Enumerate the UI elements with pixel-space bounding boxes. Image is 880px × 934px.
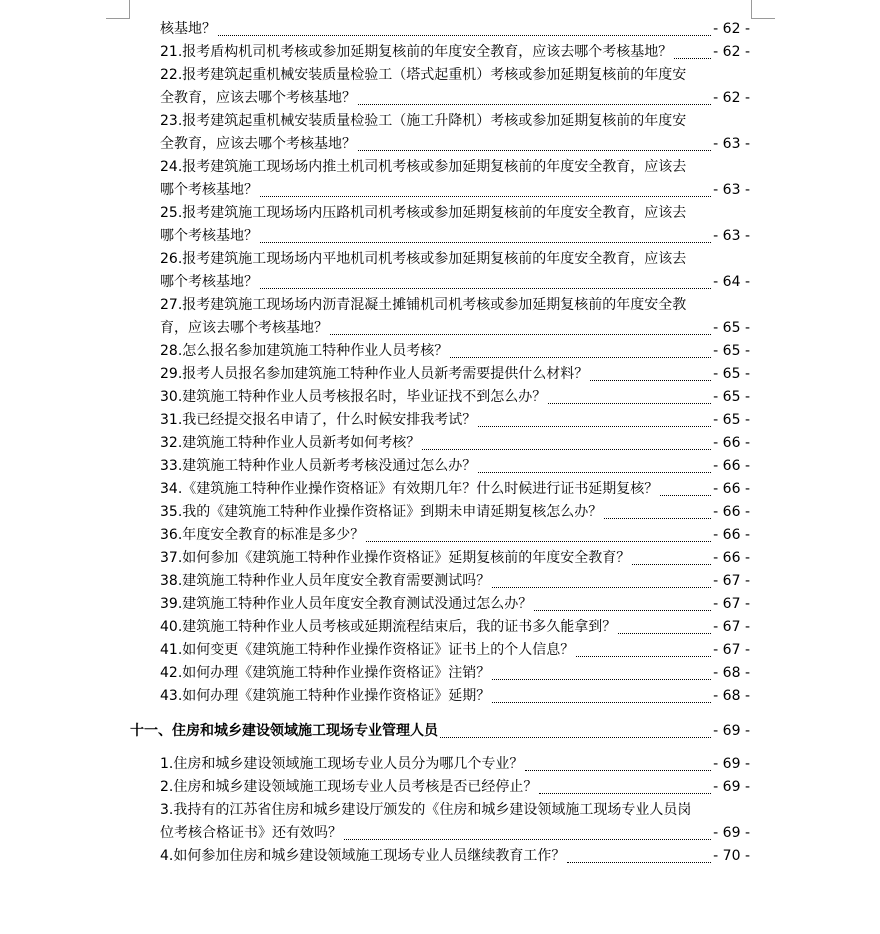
- toc-entry[interactable]: [160, 248, 750, 294]
- toc-entry-text: 39.建筑施工特种作业人员年度安全教育测试没通过怎么办？: [160, 596, 533, 612]
- dot-leader: [618, 632, 711, 634]
- toc-entry[interactable]: [160, 593, 750, 616]
- toc-entry[interactable]: [160, 363, 750, 386]
- toc-entry-text: 37.如何参加《建筑施工特种作业操作资格证》延期复核前的年度安全教育？: [160, 550, 631, 566]
- toc-entry-text-line: 26.报考建筑施工现场场内平地机司机考核或参加延期复核前的年度安全教育，应该去: [160, 251, 687, 267]
- toc-entry-text: 哪个考核基地？: [160, 274, 258, 290]
- toc-entry-text: 位考核合格证书》还有效吗？: [160, 825, 342, 841]
- table-of-contents: [0, 18, 880, 868]
- dot-leader: [632, 563, 711, 565]
- toc-page-number: - 67 -: [713, 573, 750, 589]
- toc-entry-text: 哪个考核基地？: [160, 182, 258, 198]
- dot-leader: [478, 471, 711, 473]
- dot-leader: [260, 241, 711, 243]
- dot-leader: [422, 448, 711, 450]
- toc-entry[interactable]: [160, 501, 750, 524]
- toc-entry-text: 36.年度安全教育的标准是多少？: [160, 527, 365, 543]
- toc-page-number: - 66 -: [713, 458, 750, 474]
- dot-leader: [539, 792, 711, 794]
- toc-page-number: - 70 -: [713, 848, 750, 864]
- dot-leader: [576, 655, 711, 657]
- dot-leader: [525, 769, 711, 771]
- toc-section-heading[interactable]: [130, 720, 750, 743]
- toc-entry[interactable]: [160, 386, 750, 409]
- toc-entry-text: 育，应该去哪个考核基地？: [160, 320, 328, 336]
- toc-entry[interactable]: [160, 41, 750, 64]
- toc-entry-text: 43.如何办理《建筑施工特种作业操作资格证》延期？: [160, 688, 491, 704]
- toc-entry-text: 30.建筑施工特种作业人员考核报名时，毕业证找不到怎么办？: [160, 389, 547, 405]
- toc-entry-text-line: 27.报考建筑施工现场场内沥青混凝土摊铺机司机考核或参加延期复核前的年度安全教: [160, 297, 687, 313]
- dot-leader: [440, 736, 711, 738]
- toc-entry[interactable]: [160, 432, 750, 455]
- page-corner-mark: [129, 0, 130, 18]
- toc-page-number: - 65 -: [713, 389, 750, 405]
- toc-entry-text: 38.建筑施工特种作业人员年度安全教育需要测试吗？: [160, 573, 491, 589]
- dot-leader: [344, 838, 711, 840]
- dot-leader: [366, 540, 711, 542]
- dot-leader: [450, 356, 711, 358]
- toc-entry-text: 哪个考核基地？: [160, 228, 258, 244]
- dot-leader: [492, 678, 711, 680]
- toc-entry[interactable]: [160, 799, 750, 845]
- toc-page-number: - 67 -: [713, 642, 750, 658]
- toc-page-number: - 62 -: [713, 90, 750, 106]
- toc-entry[interactable]: [160, 156, 750, 202]
- toc-entry-text-line: 24.报考建筑施工现场场内推土机司机考核或参加延期复核前的年度安全教育，应该去: [160, 159, 687, 175]
- toc-entry-text: 全教育，应该去哪个考核基地？: [160, 90, 356, 106]
- dot-leader: [567, 861, 711, 863]
- toc-page-number: - 69 -: [713, 825, 750, 841]
- toc-page-number: - 64 -: [713, 274, 750, 290]
- toc-entry-text-line: 3.我持有的江苏省住房和城乡建设厅颁发的《住房和城乡建设领域施工现场专业人员岗: [160, 802, 692, 818]
- toc-entry-text: 28.怎么报名参加建筑施工特种作业人员考核？: [160, 343, 449, 359]
- toc-page-number: - 68 -: [713, 688, 750, 704]
- toc-page-number: - 65 -: [713, 412, 750, 428]
- toc-page-number: - 67 -: [713, 596, 750, 612]
- dot-leader: [534, 609, 711, 611]
- dot-leader: [330, 333, 711, 335]
- toc-page-number: - 62 -: [713, 44, 750, 60]
- dot-leader: [260, 287, 711, 289]
- toc-page-number: - 68 -: [713, 665, 750, 681]
- toc-entry[interactable]: [160, 478, 750, 501]
- toc-entry[interactable]: [160, 776, 750, 799]
- toc-entry[interactable]: [160, 662, 750, 685]
- section-title: 十一、住房和城乡建设领域施工现场专业管理人员: [130, 723, 438, 739]
- toc-entry-text-line: 23.报考建筑起重机械安装质量检验工（施工升降机）考核或参加延期复核前的年度安: [160, 113, 687, 129]
- toc-entry-text-line: 25.报考建筑施工现场场内压路机司机考核或参加延期复核前的年度安全教育，应该去: [160, 205, 687, 221]
- toc-entry[interactable]: [160, 639, 750, 662]
- dot-leader: [492, 586, 711, 588]
- toc-entry-text: 21.报考盾构机司机考核或参加延期复核前的年度安全教育，应该去哪个考核基地？: [160, 44, 673, 60]
- toc-page-number: - 66 -: [713, 435, 750, 451]
- toc-entry[interactable]: [160, 340, 750, 363]
- toc-entry-text: 35.我的《建筑施工特种作业操作资格证》到期未申请延期复核怎么办？: [160, 504, 603, 520]
- toc-page-number: - 63 -: [713, 136, 750, 152]
- dot-leader: [674, 57, 711, 59]
- toc-entry[interactable]: [160, 845, 750, 868]
- toc-entry-text: 34.《建筑施工特种作业操作资格证》有效期几年？什么时候进行证书延期复核？: [160, 481, 659, 497]
- toc-entry[interactable]: [160, 409, 750, 432]
- toc-entry[interactable]: [160, 294, 750, 340]
- toc-page-number: - 66 -: [713, 527, 750, 543]
- toc-page-number: - 69 -: [713, 779, 750, 795]
- toc-entry[interactable]: [160, 753, 750, 776]
- toc-page-number: - 66 -: [713, 481, 750, 497]
- dot-leader: [604, 517, 711, 519]
- toc-entry[interactable]: [160, 685, 750, 708]
- dot-leader: [548, 402, 711, 404]
- toc-entry[interactable]: [160, 570, 750, 593]
- toc-entry[interactable]: [160, 616, 750, 639]
- toc-entry[interactable]: [160, 110, 750, 156]
- toc-entry-text: 33.建筑施工特种作业人员新考考核没通过怎么办？: [160, 458, 477, 474]
- toc-entry-text: 全教育，应该去哪个考核基地？: [160, 136, 356, 152]
- toc-entry-text: 42.如何办理《建筑施工特种作业操作资格证》注销？: [160, 665, 491, 681]
- toc-entry-text: 31.我已经提交报名申请了，什么时候安排我考试？: [160, 412, 477, 428]
- page-corner-mark: [751, 0, 752, 18]
- dot-leader: [478, 425, 711, 427]
- toc-section-item-list: [0, 753, 880, 868]
- dot-leader: [218, 34, 711, 36]
- toc-entry-text-line: 22.报考建筑起重机械安装质量检验工（塔式起重机）考核或参加延期复核前的年度安: [160, 67, 687, 83]
- toc-page-number: - 65 -: [713, 343, 750, 359]
- toc-page-number: - 65 -: [713, 366, 750, 382]
- toc-page-number: - 66 -: [713, 550, 750, 566]
- toc-page-number: - 62 -: [713, 21, 750, 37]
- toc-entry-text: 1.住房和城乡建设领域施工现场专业人员分为哪几个专业？: [160, 756, 524, 772]
- toc-entry[interactable]: [160, 547, 750, 570]
- toc-page-number: - 67 -: [713, 619, 750, 635]
- dot-leader: [358, 103, 711, 105]
- dot-leader: [358, 149, 711, 151]
- toc-page-number: - 65 -: [713, 320, 750, 336]
- dot-leader: [590, 379, 711, 381]
- toc-entry-text: 核基地？: [160, 21, 216, 37]
- dot-leader: [260, 195, 711, 197]
- section-page-number: - 69 -: [713, 723, 750, 739]
- toc-page-number: - 69 -: [713, 756, 750, 772]
- toc-entry[interactable]: [160, 202, 750, 248]
- toc-entry-text: 29.报考人员报名参加建筑施工特种作业人员新考需要提供什么材料？: [160, 366, 589, 382]
- dot-leader: [660, 494, 711, 496]
- toc-page-number: - 63 -: [713, 182, 750, 198]
- toc-entry[interactable]: [160, 455, 750, 478]
- toc-entry[interactable]: [160, 524, 750, 547]
- toc-entry-text: 32.建筑施工特种作业人员新考如何考核？: [160, 435, 421, 451]
- dot-leader: [492, 701, 711, 703]
- toc-entry[interactable]: [160, 18, 750, 41]
- toc-entry-text: 41.如何变更《建筑施工特种作业操作资格证》证书上的个人信息？: [160, 642, 575, 658]
- toc-entry[interactable]: [160, 64, 750, 110]
- toc-entry-text: 4.如何参加住房和城乡建设领域施工现场专业人员继续教育工作？: [160, 848, 566, 864]
- toc-entry-text: 2.住房和城乡建设领域施工现场专业人员考核是否已经停止？: [160, 779, 538, 795]
- toc-page-number: - 63 -: [713, 228, 750, 244]
- toc-entry-text: 40.建筑施工特种作业人员考核或延期流程结束后，我的证书多久能拿到？: [160, 619, 617, 635]
- toc-page-number: - 66 -: [713, 504, 750, 520]
- toc-item-list: [0, 18, 880, 708]
